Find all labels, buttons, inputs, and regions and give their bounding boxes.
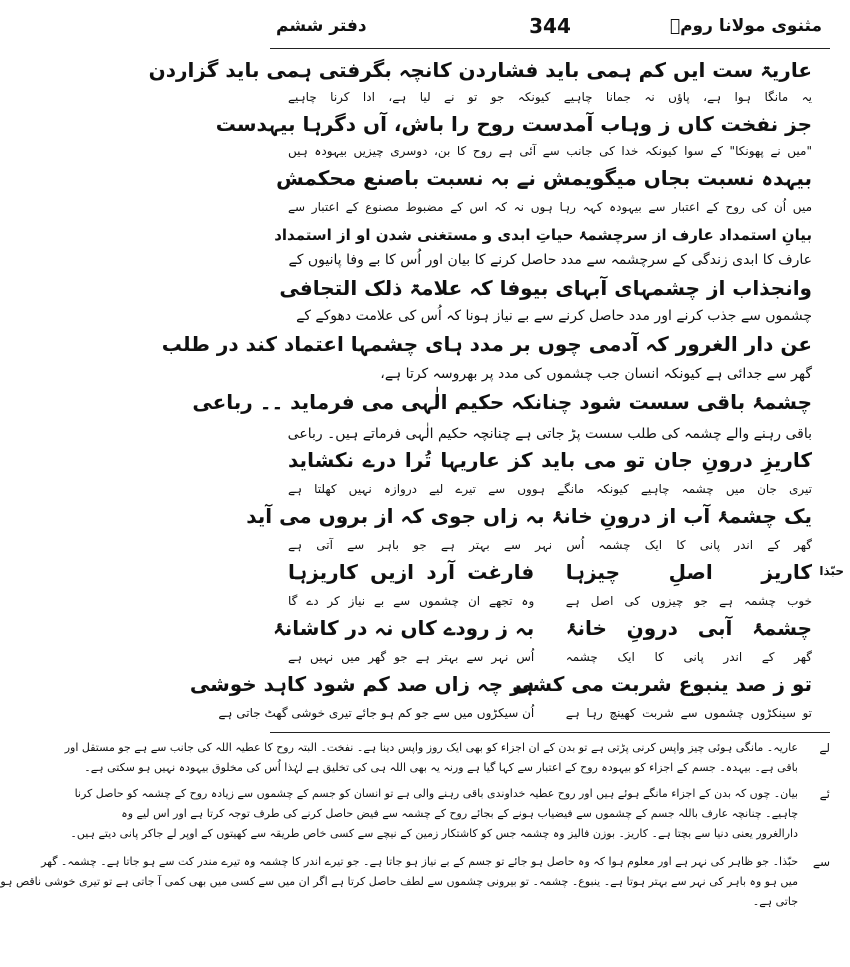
prose-line: باقی رہنے والے چشمہ کی طلب سست پڑ جاتی ہے چنانچہ حکیم الٰہی فرماتے ہیں۔ رباعی (287, 426, 812, 442)
couplet-right: گھر کے اندر پانی کا ایک چشمہ (565, 650, 812, 664)
prose-line: عارف کا ابدی زندگی کے سرچشمہ سے مدد حاصل کرنے کا بیان اور اُس کا بے وفا پانیوں کے (288, 252, 812, 268)
verse-line: کاریزِ درونِ جان تو می باید کز عاریہا تُرا درے نکشاید (288, 448, 812, 472)
couplet-right: خوب چشمہ ہے جو چیزوں کی اصل ہے (565, 594, 812, 608)
couplet-left: اُن سیکڑوں میں سے جو کم ہو جائے تیری خوشی گھٹ جاتی ہے (218, 706, 535, 720)
couplet-right: چشمۂ آبی درونِ خانۂ (565, 616, 812, 640)
footnote-line: بیان۔ چوں کہ بدن کے اجزاء مانگے ہوئے ہیں اور روح عطیہ خداوندی باقی رہنے والی ہے تو انسان کو جسم کے چشموں سے زیادہ روح کے چشمہ کو حاصل کرنا (74, 787, 798, 800)
footnote-number: ئے (819, 787, 830, 801)
prose-line: چشموں سے جذب کرنے اور مدد حاصل کرنے سے بے نیاز ہونا کہ اُس کی علامت دھوکے کے (296, 308, 812, 324)
couplet-right: تو ز صد ینبوع شربت می کشی (512, 672, 812, 696)
couplet-right: تو سینکڑوں چشموں سے شربت کھینچ رہا ہے (565, 706, 812, 720)
couplet-right: کاریز اصلِ چیزہا (565, 560, 812, 584)
header-rule (270, 48, 830, 49)
footnote-line: حبّذا۔ جو ظاہر کی نہر ہے اور معلوم ہوا کہ وہ حاصل ہو جائے تو جسم کے بے نیاز ہو جاتا ہے۔ جو تیرے اندر کا چشمہ وہ تیرے مندر کت سے ہو جاتا ہے۔ چشمہ۔ گھر (41, 855, 798, 868)
couplet-left: ہر چہ زاں صد کم شود کاہد خوشی (189, 672, 535, 696)
couplet-marker: حبّذا (819, 564, 844, 578)
footnote-line: جاتی ہے۔ (752, 895, 798, 908)
gloss-line: یہ مانگا ہوا ہے، پاؤں نہ جمانا چاہیے کیونکہ جو تو نے لیا ہے، ادا کرنا چاہیے (288, 90, 812, 104)
footnote-rule (270, 732, 830, 733)
page-number: 344 (529, 14, 571, 38)
couplet-gloss-row (218, 706, 812, 728)
footnote (70, 784, 830, 844)
couplet-gloss-row (288, 650, 812, 672)
page-header (270, 14, 830, 44)
footnote-number: لے (819, 741, 830, 755)
footnote (64, 738, 830, 778)
couplet-row (288, 560, 812, 582)
verse-line: عاریۃ ست ایں کم ہمی باید فشاردن کانچہ بگرفتی ہمی باید گزاردن (148, 58, 812, 82)
couplet-row (273, 616, 812, 640)
verse-line: یک چشمۂ آب از درونِ خانۂ بہ زاں جوی کہ از بروں می آید (246, 504, 812, 528)
couplet-left: اُس نہر سے بہتر ہے جو گھر میں نہیں ہے (288, 650, 535, 664)
section-heading: بیانِ استمداد عارف از سرچشمۂ حیاتِ ابدی و مستغنی شدن او از استمداد (274, 226, 812, 244)
verse-line: عن دار الغرور کہ آدمی چوں بر مدد ہای چشمہا اعتماد کند در طلب (161, 332, 812, 356)
couplet-left: بہ ز رودے کاں نہ در کاشانۂ (273, 616, 535, 640)
book-title: مثنوی مولانا رومؒ (669, 16, 822, 36)
footnote (0, 852, 830, 912)
footnote-line: میں ہو وہ باہر کی نہر سے بہتر ہوتا ہے۔ ینبوع۔ چشمہ۔ تو بیرونی چشموں سے لطف حاصل کرتا ہے اگر ان میں سے کسی میں بھی کمی آ جاتی ہے تو تیری خوشی ناقص ہو (0, 875, 798, 888)
verse-line: بیہدہ نسبت بجاں میگویمش نے بہ نسبت باصنع محکمش (276, 166, 812, 190)
footnote-line: عاریہ۔ مانگی ہوئی چیز واپس کرنی پڑتی ہے تو بدن کے ان اجزاء کو بھی ایک روز واپس دینا ہے۔ نفخت۔ البتہ روح کا عطیہ اللہ کی جانب سے ہے جو مستقل اور (64, 741, 798, 754)
couplet-left: فارغت آرد ازیں کاریزہا (288, 560, 535, 584)
gloss-line: میں اُن کی روح کے اعتبار سے بیہودہ کہہ رہا ہوں نہ کہ اس کے مضبوط مصنوع کے اعتبار سے (288, 200, 812, 214)
footnote-line: باقی ہے۔ بیہدہ۔ جسم کے اجزاء کو بیہودہ روح کے اعتبار سے کہا گیا ہے ورنہ یہ بھی اللہ ہی کی تخلیق ہے لہٰذا اُس کی مخلوق بیہودہ نہیں ہو سکتی ہے۔ (84, 761, 798, 774)
gloss-line: تیری جان میں چشمہ چاہیے کیونکہ مانگے ہووں سے تیرے لیے دروازہ نہیں کھلتا ہے (288, 482, 812, 496)
couplet-row (189, 672, 812, 696)
gloss-line: "میں نے پھونکا" کے سوا کیونکہ خدا کی جانب سے آئی ہے روح کا بن، دوسری چیزیں بیہودہ ہیں (288, 144, 812, 158)
prose-line: گھر سے جدائی ہے کیونکہ انسان جب چشموں کی مدد پر بھروسہ کرتا ہے، (380, 366, 812, 382)
couplet-gloss-row (288, 594, 812, 616)
couplet-left: وہ تجھے ان چشموں سے بے نیاز کر دے گا (288, 594, 535, 608)
footnote-line: چاہیے۔ چنانچہ عارف باللہ جسم کے چشموں سے فیضیاب ہونے کے بجائے روح کے چشمہ سے فیض حاصل کرنے کی طرف توجہ کرتا ہے اور اس لیے وہ (121, 807, 798, 820)
footnote-line: دارالغرور یعنی دنیا سے بچتا ہے۔ کاریز۔ بوزن فالیز وہ چشمہ جس کو کاشتکار زمین کے نیچے سے کسی خاص طریقہ سے کھیتوں کے اوپر لے جاکر پانی دیتے ہیں۔ (70, 827, 798, 840)
gloss-line: گھر کے اندر پانی کا ایک چشمہ اُس نہر سے بہتر ہے جو باہر سے آتی ہے (288, 538, 812, 552)
verse-line: وانجذاب از چشمہای آبہای بیوفا کہ علامۃ ذلک التجافی (279, 276, 812, 300)
verse-line: چشمۂ باقی سست شود چنانکہ حکیم الٰہی می فرماید ۔۔ رباعی (192, 390, 812, 414)
volume-title: دفتر ششم (276, 16, 367, 36)
footnote-number: سے (812, 855, 830, 869)
verse-line: جز نفخت کاں ز وہاب آمدست روح را باش، آں دگرہا بیہدست (215, 112, 812, 136)
